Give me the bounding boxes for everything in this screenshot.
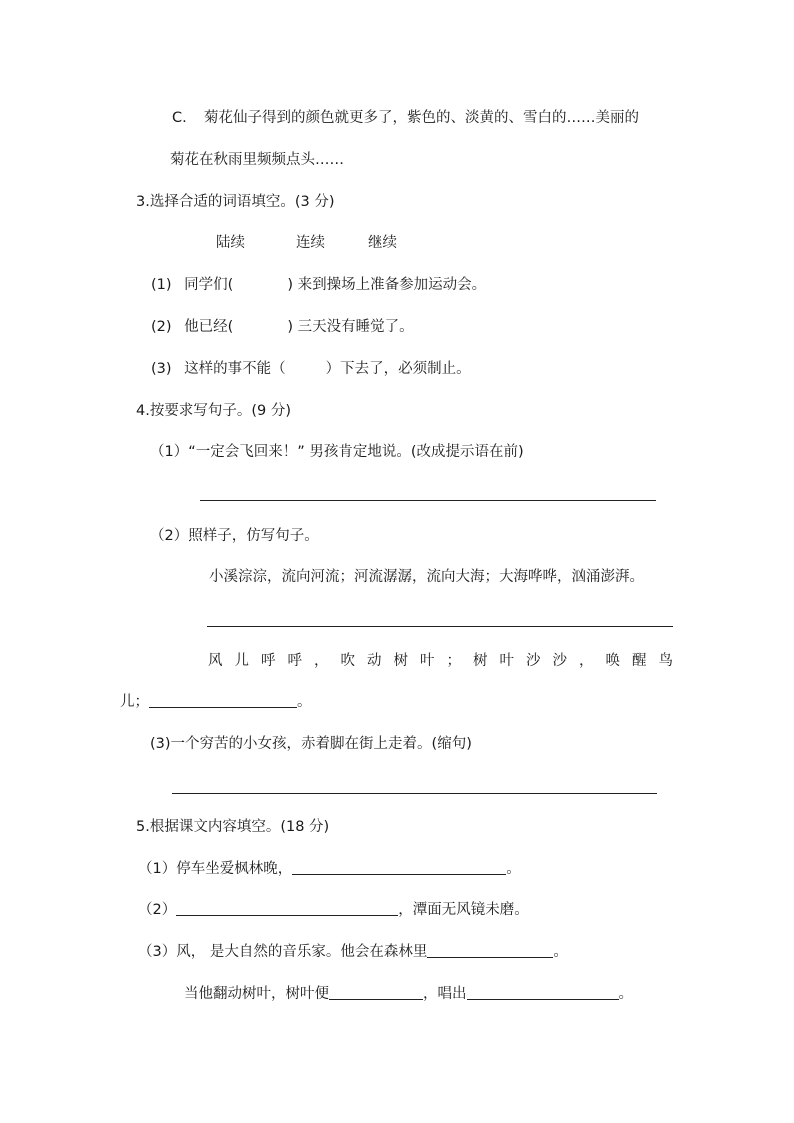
q4-item-1-answer-line[interactable] (200, 500, 656, 501)
q4-prompt-char: 风 (208, 653, 223, 669)
q4-prompt-char: 醒 (632, 653, 647, 669)
q4-prompt-char: 叶 (420, 653, 435, 669)
option-c-label: C. (172, 110, 187, 126)
q4-prompt-char: ， (579, 653, 594, 669)
q4-prompt-char: 呼 (261, 653, 276, 669)
q5-item-3-before: （3）风， 是大自然的音乐家。他会在森林里 (138, 944, 428, 960)
q4-prompt-char: ； (446, 653, 461, 669)
q3-item-3-num: (3) (151, 361, 172, 377)
q4-title: 4.按要求写句子。(9 分) (136, 403, 291, 419)
q3-item-1-after: ) 来到操场上准备参加运动会。 (287, 277, 487, 293)
q4-prompt-tail (120, 692, 312, 712)
q5-item-3b-after: 。 (618, 986, 633, 1002)
q5-item-3-after: 。 (553, 944, 568, 960)
q5-item-3b-before: 当他翻动树叶，树叶便 (184, 986, 329, 1002)
q4-prompt-char: 叶 (499, 653, 514, 669)
q4-prompt-char: ， (314, 653, 329, 669)
q3-word-1: 陆续 (216, 235, 245, 251)
q5-title: 5.根据课文内容填空。(18 分) (136, 819, 330, 835)
q4-prompt-char: 儿 (234, 653, 249, 669)
q3-item-3-before: 这样的事不能（ (184, 361, 286, 377)
q3-item-1 (151, 275, 486, 295)
q3-item-2 (151, 317, 414, 337)
q5-item-2-before: （2） (138, 902, 177, 918)
q3-item-1-before: 同学们( (184, 277, 234, 293)
q5-item-3-continued (184, 984, 633, 1004)
q3-item-2-after: ) 三天没有睡觉了。 (287, 319, 414, 335)
q3-title: 3.选择合适的词语填空。(3 分) (136, 194, 335, 210)
q3-word-2: 连续 (296, 235, 325, 251)
q5-item-1-after: 。 (506, 861, 521, 877)
q3-item-3 (151, 359, 471, 379)
q5-item-3b-blank-2[interactable] (467, 985, 619, 1000)
q5-item-1-before: （1）停车坐爱枫林晚， (138, 861, 293, 877)
option-c-line1: 菊花仙子得到的颜色就更多了，紫色的、淡黄的、雪白的……美丽的 (204, 110, 639, 126)
q4-item-3: (3)一个穷苦的小女孩，赤着脚在街上走着。(缩句) (150, 736, 472, 752)
q4-prompt-char: 吹 (340, 653, 355, 669)
q3-item-2-before: 他已经( (184, 319, 234, 335)
q5-item-3b-mid: ，唱出 (423, 986, 467, 1002)
q4-prompt-char: 沙 (526, 653, 541, 669)
q4-item-2: （2）照样子，仿写句子。 (150, 528, 319, 544)
q4-prompt-char: 呼 (287, 653, 302, 669)
q3-item-3-after: ）下去了，必须制止。 (325, 361, 471, 377)
q4-prompt-char: 唤 (605, 653, 620, 669)
q4-prompt-line (208, 651, 673, 671)
q5-item-3b-blank-1[interactable] (329, 985, 423, 1000)
q4-prompt-char: 树 (473, 653, 488, 669)
q5-item-3-blank[interactable] (427, 943, 553, 958)
option-c-line2: 菊花在秋雨里频频点头…… (170, 152, 344, 168)
q4-item-1: （1）“一定会飞回来！” 男孩肯定地说。(改成提示语在前) (150, 444, 524, 460)
q5-item-1-blank[interactable] (292, 860, 506, 875)
q3-item-2-num: (2) (151, 319, 172, 335)
q5-item-2 (138, 900, 529, 920)
q3-word-3: 继续 (368, 235, 397, 251)
q4-prompt-answer-blank[interactable] (149, 693, 297, 708)
q4-prompt-char: 树 (393, 653, 408, 669)
q4-prompt-tail-end: 。 (297, 694, 312, 710)
q5-item-3 (138, 942, 568, 962)
q4-example-sentence: 小溪淙淙，流向河流；河流潺潺，流向大海；大海哗哗，汹涌澎湃。 (209, 569, 644, 585)
q5-item-2-after: ，潭面无风镜未磨。 (398, 902, 529, 918)
q4-prompt-char: 动 (367, 653, 382, 669)
q5-item-2-blank[interactable] (176, 901, 398, 916)
q4-prompt-char: 沙 (552, 653, 567, 669)
q5-item-1 (138, 859, 521, 879)
q4-example-rule (207, 626, 673, 627)
q3-item-1-num: (1) (151, 277, 172, 293)
q4-prompt-char: 鸟 (658, 653, 673, 669)
q4-item-3-answer-line[interactable] (172, 793, 657, 794)
q4-prompt-tail-start: 儿； (120, 694, 149, 710)
